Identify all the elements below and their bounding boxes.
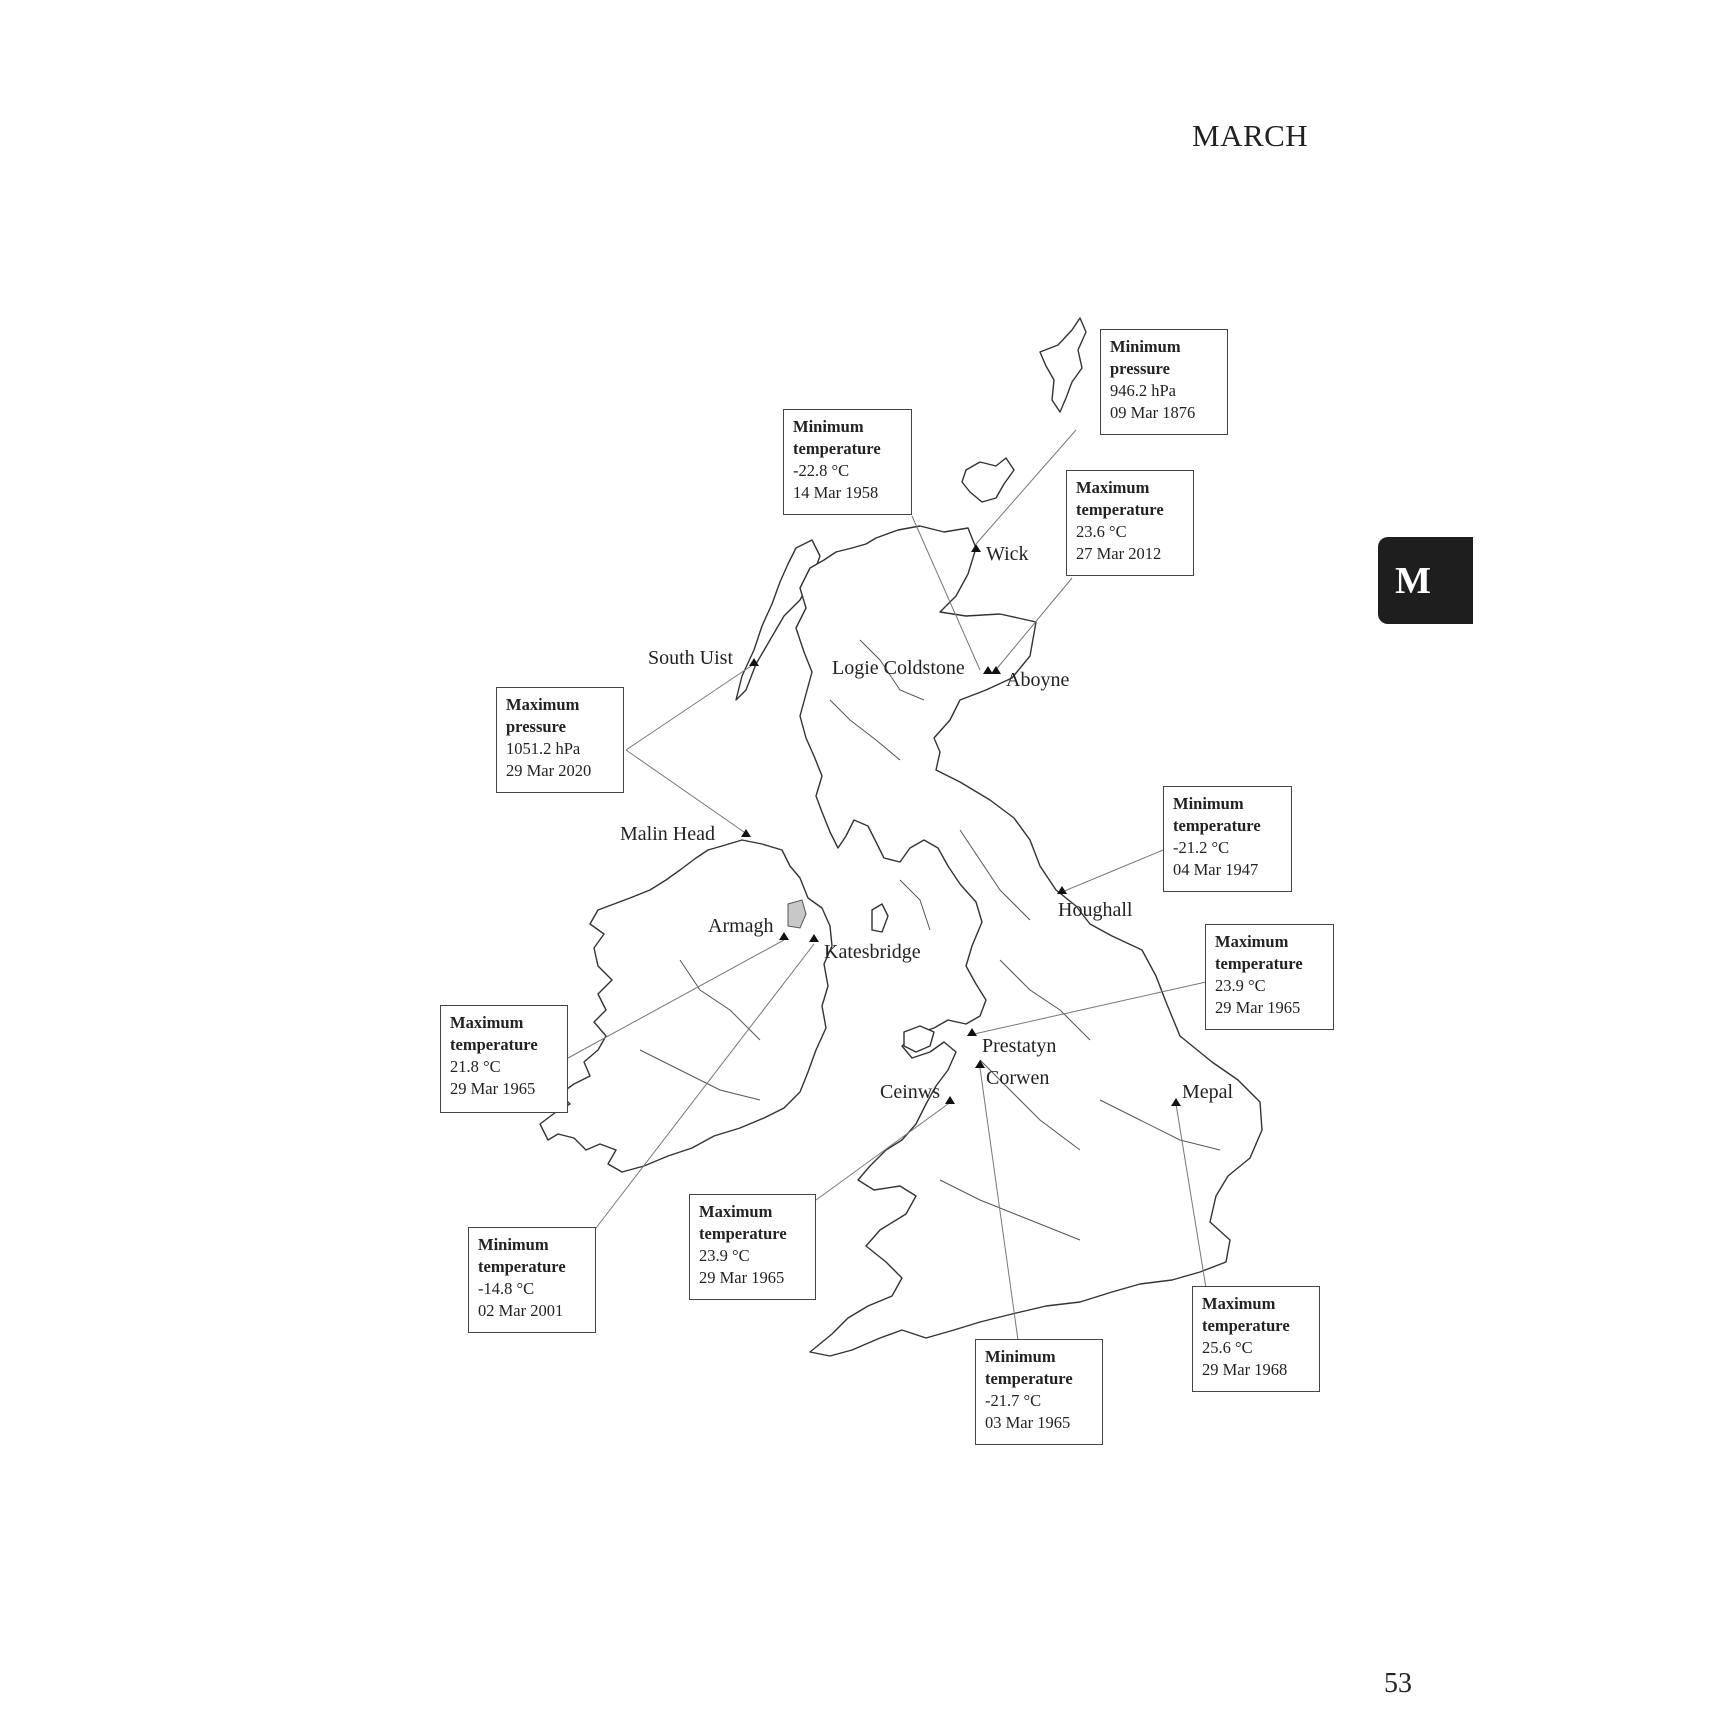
record-box-max-temp-england	[1192, 1286, 1320, 1392]
record-title: Minimum temperature	[793, 417, 881, 458]
record-date: 04 Mar 1947	[1173, 860, 1259, 879]
record-value: 23.9 °C	[699, 1246, 750, 1265]
record-box-max-pressure	[496, 687, 624, 793]
record-box-max-temp-scotland	[1066, 470, 1194, 576]
record-box-max-temp-ni	[440, 1005, 568, 1113]
record-date: 29 Mar 1965	[699, 1268, 785, 1287]
record-title: Minimum temperature	[985, 1347, 1073, 1388]
shetland-islands	[1040, 318, 1086, 412]
station-label-malin-head: Malin Head	[620, 823, 715, 845]
river	[900, 880, 930, 930]
record-title: Maximum temperature	[450, 1013, 538, 1054]
station-label-prestatyn: Prestatyn	[982, 1035, 1057, 1057]
record-title: Maximum temperature	[1202, 1294, 1290, 1335]
record-value: 25.6 °C	[1202, 1338, 1253, 1357]
record-box-min-pressure	[1100, 329, 1228, 435]
station-label-armagh: Armagh	[708, 915, 774, 937]
record-date: 09 Mar 1876	[1110, 403, 1196, 422]
record-date: 29 Mar 2020	[506, 761, 592, 780]
record-value: 21.8 °C	[450, 1057, 501, 1076]
record-title: Minimum temperature	[1173, 794, 1261, 835]
record-date: 27 Mar 2012	[1076, 544, 1162, 563]
record-title: Maximum temperature	[1215, 932, 1303, 973]
record-value: 1051.2 hPa	[506, 739, 581, 758]
page-number: 53	[1384, 1668, 1412, 1699]
record-date: 03 Mar 1965	[985, 1413, 1071, 1432]
record-box-min-temp-england	[1163, 786, 1292, 892]
record-title: Minimum temperature	[478, 1235, 566, 1276]
orkney-islands	[962, 458, 1014, 502]
station-label-houghall: Houghall	[1058, 899, 1133, 921]
station-marker-malin-head	[741, 829, 751, 837]
station-label-logie-coldstone: Logie Coldstone	[832, 657, 965, 679]
record-title: Maximum pressure	[506, 695, 580, 736]
record-title: Minimum pressure	[1110, 337, 1181, 378]
record-value: 23.9 °C	[1215, 976, 1266, 995]
isle-of-man	[872, 904, 888, 932]
record-box-min-temp-scotland	[783, 409, 912, 515]
record-date: 02 Mar 2001	[478, 1301, 564, 1320]
record-date: 14 Mar 1958	[793, 483, 879, 502]
station-label-katesbridge: Katesbridge	[824, 941, 921, 963]
station-label-aboyne: Aboyne	[1006, 669, 1070, 691]
record-value: -22.8 °C	[793, 461, 850, 480]
record-title: Maximum temperature	[699, 1202, 787, 1243]
record-value: 23.6 °C	[1076, 522, 1127, 541]
record-date: 29 Mar 1968	[1202, 1360, 1288, 1379]
station-label-ceinws: Ceinws	[880, 1081, 940, 1103]
station-marker-houghall	[1057, 886, 1067, 894]
record-box-max-temp-prestatyn	[1205, 924, 1334, 1030]
record-box-min-temp-wales	[975, 1339, 1103, 1445]
station-label-corwen: Corwen	[986, 1067, 1050, 1089]
station-label-south-uist: South Uist	[648, 647, 734, 669]
record-date: 29 Mar 1965	[450, 1079, 536, 1098]
record-title: Maximum temperature	[1076, 478, 1164, 519]
record-value: -21.2 °C	[1173, 838, 1230, 857]
record-value: -21.7 °C	[985, 1391, 1042, 1410]
chapter-thumb-letter: M	[1395, 559, 1431, 602]
ireland	[540, 840, 832, 1172]
station-label-mepal: Mepal	[1182, 1081, 1234, 1103]
record-value: -14.8 °C	[478, 1279, 535, 1298]
record-date: 29 Mar 1965	[1215, 998, 1301, 1017]
record-box-min-temp-ni	[468, 1227, 596, 1333]
record-value: 946.2 hPa	[1110, 381, 1176, 400]
record-box-max-temp-wales	[689, 1194, 816, 1300]
page-title: MARCH	[1192, 118, 1309, 153]
station-label-wick: Wick	[986, 543, 1029, 565]
